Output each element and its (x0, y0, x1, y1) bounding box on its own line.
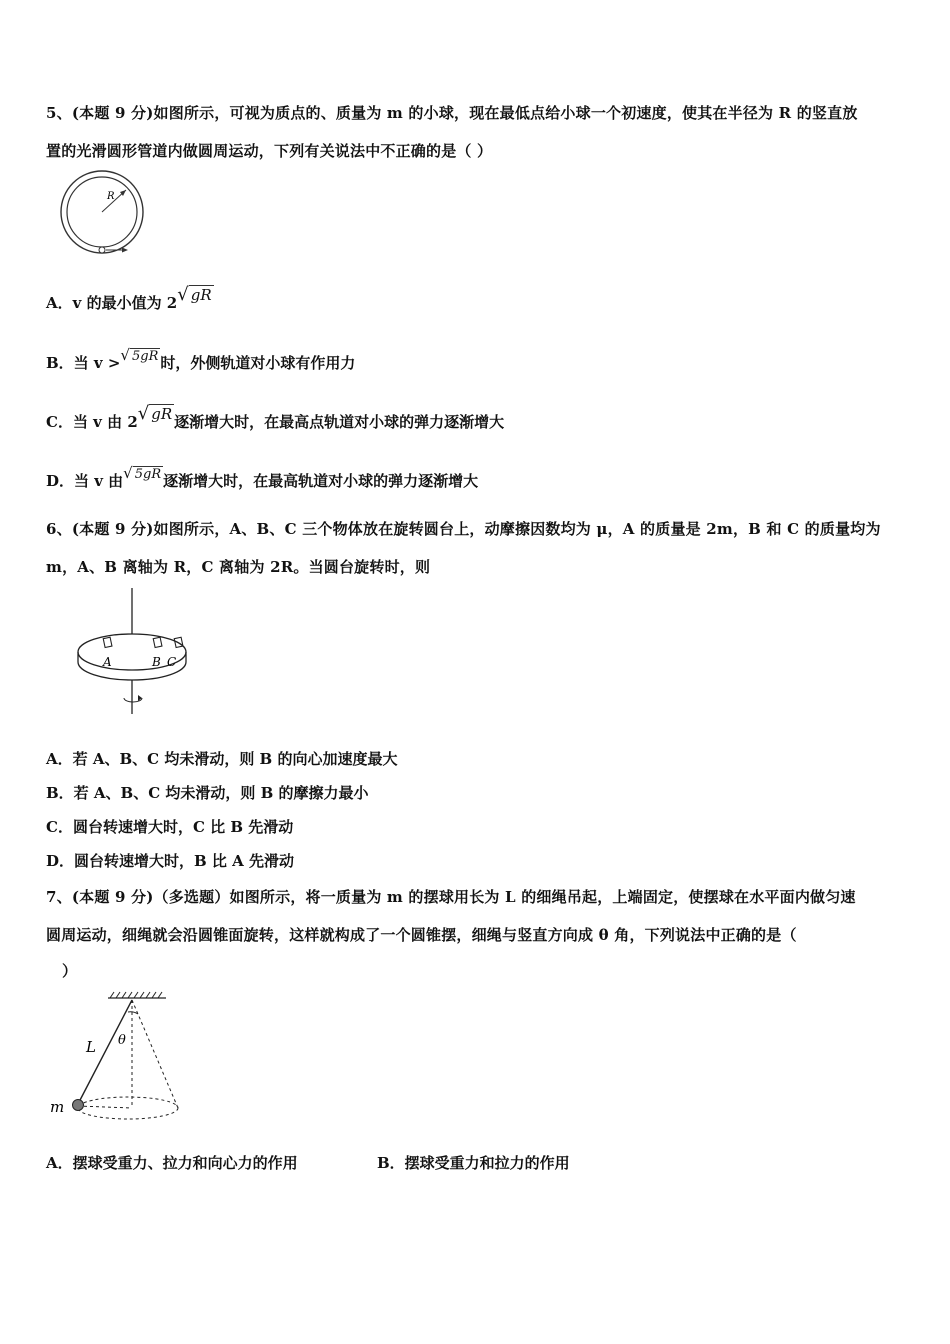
q5-stem-line1: 5、(本题 9 分)如图所示，可视为质点的、质量为 m 的小球，现在最低点给小球一个初速度，使其在半径为 R 的竖直放 (46, 104, 858, 122)
q5-option-a-sqrt: √ gR (177, 284, 212, 305)
q6-label-a: A (103, 655, 112, 669)
q6-stem-line2: m，A、B 离轴为 R，C 离轴为 2R。当圆台旋转时，则 (46, 558, 431, 576)
q5-option-b-text: B．当 v > (46, 354, 121, 372)
q6-label-b: B (152, 655, 161, 669)
q7-length-label: L (86, 1038, 96, 1056)
q7-conical-pendulum-figure (46, 988, 196, 1128)
q7-angle-label: θ (118, 1033, 126, 1048)
q5-option-c: C．当 v 由 2√ gR 逐渐增大时，在最高点轨道对小球的弹力逐渐增大 (46, 403, 505, 431)
q6-turntable-figure (70, 586, 200, 722)
q5-option-d-text: D．当 v 由 (46, 472, 124, 490)
q5-ball (99, 247, 105, 253)
q5-option-b-sqrt: √ 5gR (120, 346, 159, 364)
q6-option-b: B．若 A、B、C 均未滑动，则 B 的摩擦力最小 (46, 784, 369, 802)
q5-option-c-sqrt: √ gR (137, 403, 173, 424)
q5-radius-label: R (107, 191, 115, 202)
q7-mass-label: m (50, 1098, 65, 1116)
q7-option-a: A．摆球受重力、拉力和向心力的作用 (46, 1154, 298, 1172)
q6-option-d: D．圆台转速增大时，B 比 A 先滑动 (46, 852, 294, 870)
q5-stem-line2: 置的光滑圆形管道内做圆周运动，下列有关说法中不正确的是（ ） (46, 142, 493, 160)
q5-option-a (46, 284, 214, 313)
q5-option-c-text: C．当 v 由 2 (46, 413, 138, 431)
q5-circular-tube-figure (56, 168, 152, 258)
q6-option-a: A．若 A、B、C 均未滑动，则 B 的向心加速度最大 (46, 750, 398, 768)
q5-option-b: B．当 v >√ 5gR 时，外侧轨道对小球有作用力 (46, 346, 356, 372)
q5-option-d: D．当 v 由√ 5gR 逐渐增大时，在最高轨道对小球的弹力逐渐增大 (46, 464, 479, 490)
q7-option-b: B．摆球受重力和拉力的作用 (377, 1154, 570, 1172)
q7-stem-line1: 7、(本题 9 分)（多选题）如图所示，将一质量为 m 的摆球用长为 L 的细绳吊起，上端固定，使摆球在水平面内做匀速 (46, 888, 856, 906)
q6-option-c: C．圆台转速增大时，C 比 B 先滑动 (46, 818, 294, 836)
q7-pendulum-bob (73, 1100, 84, 1111)
q5-option-d-sqrt: √ 5gR (123, 464, 162, 482)
q5-option-a-text: A．v 的最小值为 2 (46, 294, 178, 312)
q6-stem-line1: 6、(本题 9 分)如图所示，A、B、C 三个物体放在旋转圆台上，动摩擦因数均为 μ，A 的质量是 2m，B 和 C 的质量均为 (46, 520, 881, 538)
q7-stem-line2: 圆周运动，细绳就会沿圆锥面旋转，这样就构成了一个圆锥摆，细绳与竖直方向成 θ 角，下列说法中正确的是（ (46, 926, 797, 944)
q7-stem-line3: ） (62, 962, 78, 980)
q6-label-c: C (167, 655, 177, 669)
